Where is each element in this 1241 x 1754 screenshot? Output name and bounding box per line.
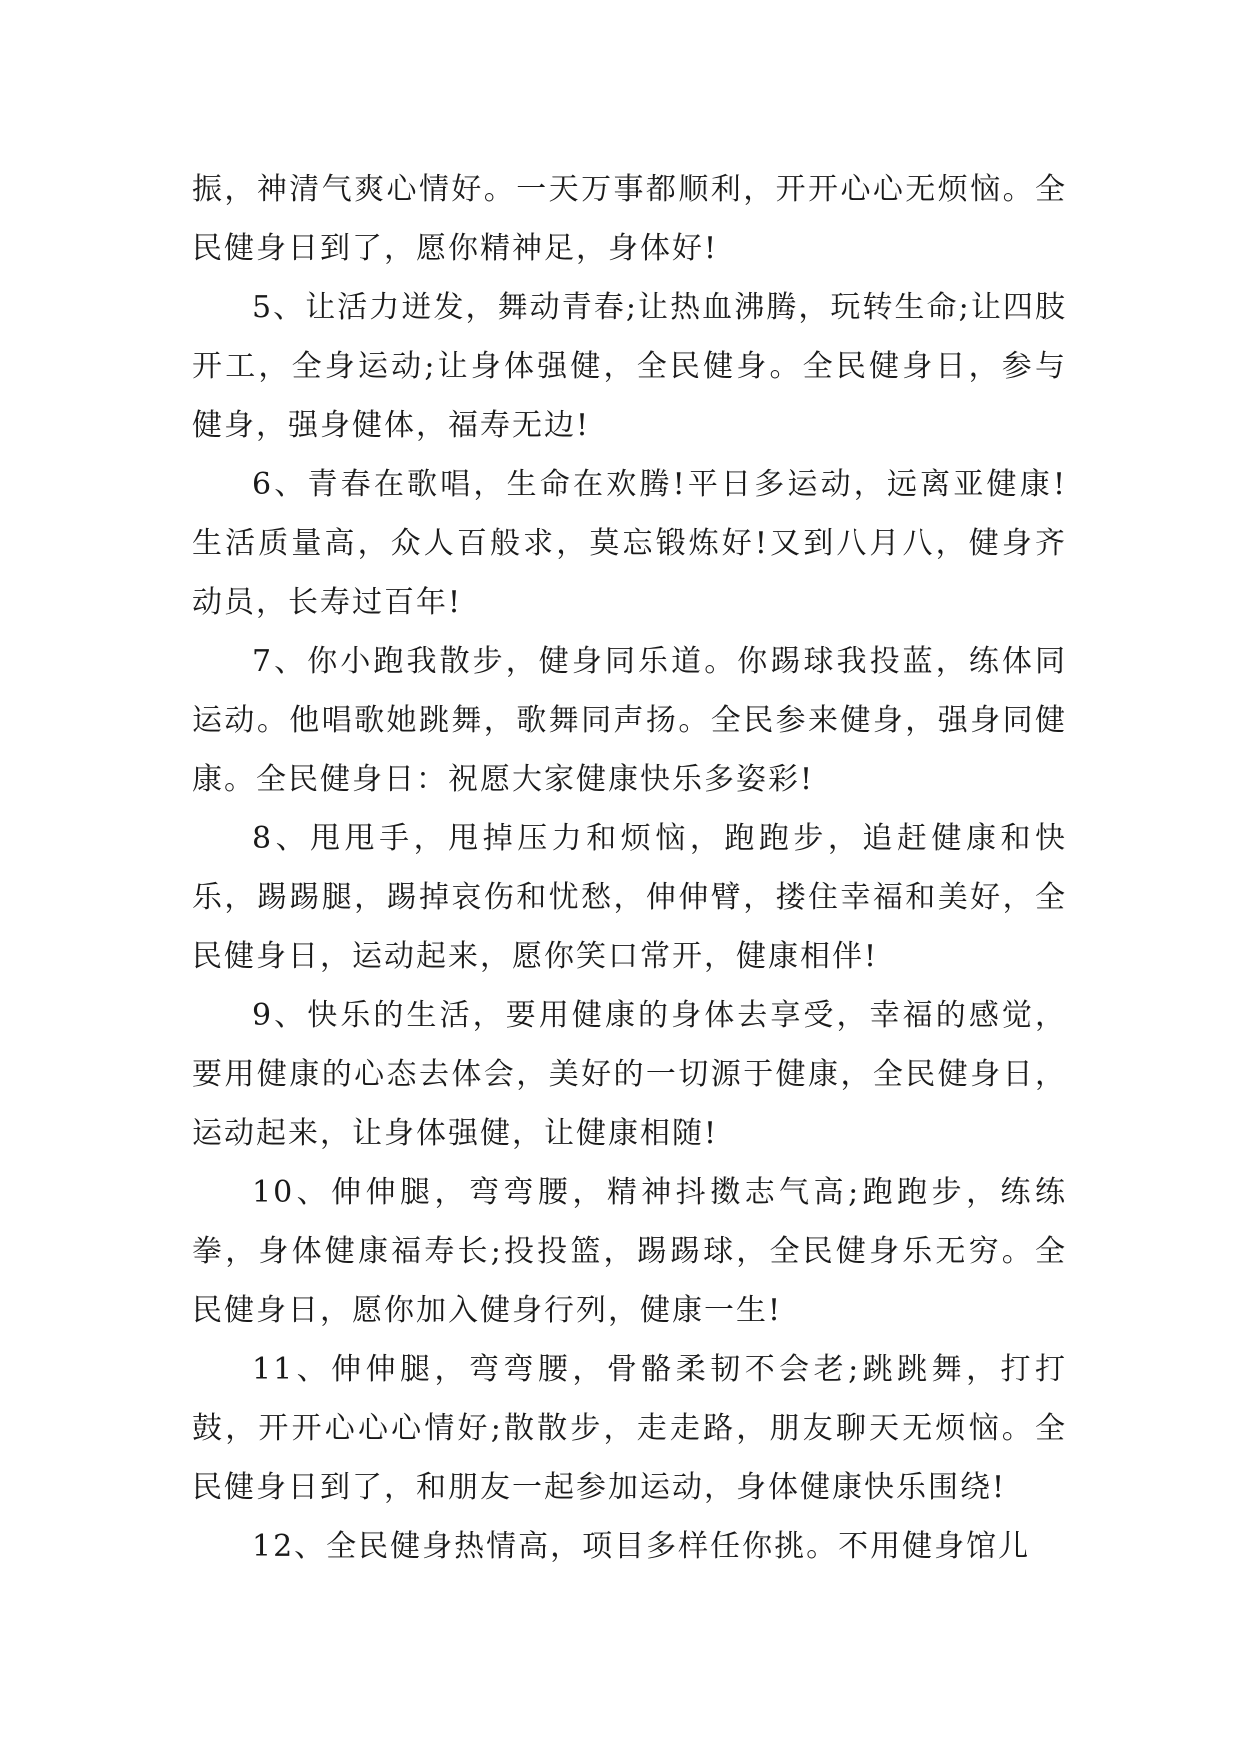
paragraph-item-11: 11、伸伸腿，弯弯腰，骨骼柔韧不会老;跳跳舞，打打鼓，开开心心心情好;散散步，走走路，朋友聊天无烦恼。全民健身日到了，和朋友一起参加运动，身体健康快乐围绕!: [192, 1352, 1067, 1505]
paragraph-item-8: 8、甩甩手，甩掉压力和烦恼，跑跑步，追赶健康和快乐，踢踢腿，踢掉哀伤和忧愁，伸伸臂，搂住幸福和美好，全民健身日，运动起来，愿你笑口常开，健康相伴!: [192, 821, 1067, 974]
paragraph-continuation: 振，神清气爽心情好。一天万事都顺利，开开心心无烦恼。全民健身日到了，愿你精神足，身体好!: [192, 172, 1067, 266]
paragraph-item-10: 10、伸伸腿，弯弯腰，精神抖擞志气高;跑跑步，练练拳，身体健康福寿长;投投篮，踢踢球，全民健身乐无穷。全民健身日，愿你加入健身行列，健康一生!: [192, 1175, 1067, 1328]
paragraph-item-9: 9、快乐的生活，要用健康的身体去享受，幸福的感觉，要用健康的心态去体会，美好的一切源于健康，全民健身日，运动起来，让身体强健，让健康相随!: [192, 998, 1067, 1151]
paragraph-item-12: 12、全民健身热情高，项目多样任你挑。不用健身馆儿: [252, 1529, 1031, 1564]
paragraph-item-6: 6、青春在歌唱，生命在欢腾!平日多运动，远离亚健康!生活质量高，众人百般求，莫忘锻炼好!又到八月八，健身齐动员，长寿过百年!: [192, 467, 1067, 620]
paragraph-item-7: 7、你小跑我散步，健身同乐道。你踢球我投蓝，练体同运动。他唱歌她跳舞，歌舞同声扬。全民参来健身，强身同健康。全民健身日：祝愿大家健康快乐多姿彩!: [192, 644, 1067, 797]
paragraph-item-5: 5、让活力迸发，舞动青春;让热血沸腾，玩转生命;让四肢开工，全身运动;让身体强健，全民健身。全民健身日，参与健身，强身健体，福寿无边!: [192, 290, 1067, 443]
document-body: [192, 160, 1067, 1576]
